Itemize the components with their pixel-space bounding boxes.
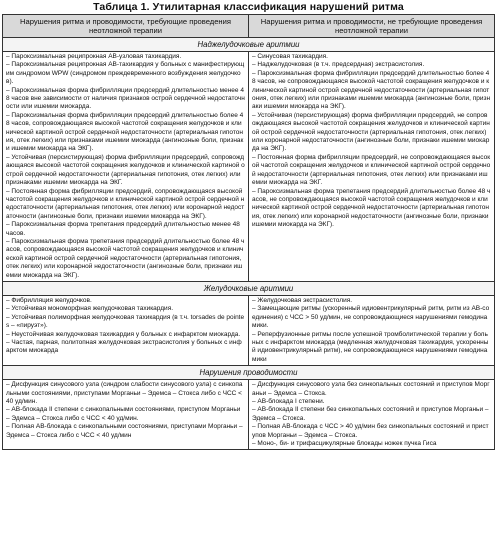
list-item: – АВ-блокада II степени с синкопальными состояниями, приступом Морганьи – Эдемса – Стокса либо с ЧСС < 40 уд/мин. — [6, 406, 241, 422]
list-item: – Полная АВ-блокада с синкопальными состояниями, приступами Морганьи – Эдемса – Стокса либо с ЧСС < 40 уд/мин — [6, 423, 243, 439]
list-item: – Синусовая тахикардия. — [252, 53, 328, 60]
cell-left — [3, 380, 249, 450]
list-item: – Пароксизмальная реципрокная АВ-тахикардия у больных с манифестирующим синдромом WPW (синдромом преждевременного возбуждения желудочков). — [6, 61, 245, 86]
list-item: – Пароксизмальная форма трепетания предсердий длительностью более 48 часов, не сопровождающаяся высокой частотой сокращения желудочков и клинической картиной острой сердечной недостаточности (артериальная гипотония, отек легких) или коронарной недостаточности (ангинозные боли, признаки ишемии миокарда на ЭКГ). — [252, 187, 491, 229]
list-item: – Желудочковая экстрасистолия. — [252, 296, 353, 304]
list-item: – Фибрилляция желудочков. — [6, 296, 92, 304]
table-title: Таблица 1. Утилитарная классификация нарушений ритма — [93, 1, 404, 13]
list-item: – Моно-, би- и трифасцикулярные блокады ножек пучка Гиса — [252, 440, 437, 448]
list-item: – Устойчивая полиморфная желудочковая тахикардия (в т.ч. torsades de pointes – «пируэт»). — [6, 313, 245, 330]
classification-table — [2, 14, 495, 450]
section-heading: Наджелудочковые аритмии — [3, 38, 495, 52]
section-heading-row — [3, 366, 495, 380]
cell-right — [249, 380, 495, 450]
list-item: – Замещающие ритмы (ускоренный идиовентрикулярный ритм, ритм из АВ-соединения) с ЧСС > 50 уд/мин, не сопровождающиеся нарушениями гемодинамики. — [252, 305, 490, 330]
list-item: – АВ-блокада II степени без синкопальных состояний и приступов Морганьи – Эдемса – Стокса. — [252, 406, 489, 422]
list-item: – Полная АВ-блокада с ЧСС > 40 уд/мин без синкопальных состояний и приступов Морганьи – Эдемса – Стокса. — [252, 423, 489, 439]
list-item: – Пароксизмальная форма трепетания предсердий длительностью более 48 часов, сопровождающаяся высокой частотой сокращения желудочков и клинической картиной острой сердечной недостаточности (артериальная гипотония, отек легких) или коронарной недостаточности (ангинозные боли, признаки ишемии миокарда на ЭКГ). — [6, 237, 245, 279]
list-item: – Неустойчивая желудочковая тахикардия у больных с инфарктом миокарда. — [6, 330, 241, 338]
header-row — [3, 15, 495, 38]
list-item: – Устойчивая (персистирующая) форма фибрилляции предсердий, не сопровождающаяся высокой частотой сокращения желудочков и клинической картиной острой сердечной недостаточности (артериальная гипотония, отек легких) или коронарной недостаточности (ангинозные боли, признаки ишемии миокарда на ЭКГ). — [252, 111, 490, 153]
list-item: – Пароксизмальная форма фибрилляции предсердий длительностью более 48 часов, не сопровождающаяся высокой частотой сокращения желудочков и клинической картиной острой сердечной недостаточности (артериальная гипотония, отек легких) или признаками ишемии миокарда (ангинозные боли, признаки ишемии миокарда на ЭКГ). — [252, 69, 491, 111]
list-item: – Пароксизмальная реципрокная АВ-узловая тахикардия. — [6, 53, 182, 60]
section-heading-row — [3, 281, 495, 295]
cell-right — [249, 52, 495, 282]
list-item: – Дисфункция синусового узла (синдром слабости синусового узла) с синкопальными состояниями, приступами Морганьи – Эдемса – Стокса либо с ЧСС < 40 уд/мин. — [6, 381, 243, 406]
section-content-row — [3, 52, 495, 282]
list-item: – Дисфункция синусового узла без синкопальных состояний и приступов Морганьи – Эдемса – Стокса. — [252, 381, 490, 397]
cell-left — [3, 295, 249, 365]
list-item: – Постоянная форма фибрилляции предсердий, не сопровождающаяся высокой частотой сокращения желудочков и клинической картиной острой сердечной недостаточности (артериальная гипотония, отек легких) или признаками ишемии миокарда на ЭКГ. — [252, 153, 491, 187]
list-item: – Пароксизмальная форма фибрилляции предсердий длительностью более 48 часов, сопровождающаяся высокой частотой сокращения желудочков и клинической картиной острой сердечной недостаточности (артериальная гипотония, отек легких) или признаками ишемии миокарда (ангинозные боли, признаки ишемии миокарда на ЭКГ). — [6, 111, 244, 153]
list-item: – Постоянная форма фибрилляции предсердий, сопровождающаяся высокой частотой сокращения желудочков и клинической картиной острой сердечной недостаточности (артериальная гипотония, отек легких) или коронарной недостаточности (ангинозные боли, признаки ишемии миокарда на ЭКГ). — [6, 187, 245, 220]
section-heading: Нарушения проводимости — [3, 366, 495, 380]
list-item: – Устойчивая мономорфная желудочковая тахикардия. — [6, 305, 174, 313]
list-item: – Наджелудочковая (в т.ч. предсердная) экстрасистолия. — [252, 61, 425, 69]
list-item: – АВ-блокада I степени. — [252, 398, 325, 406]
cell-left — [3, 52, 249, 282]
list-item: – Устойчивая (персистирующая) форма фибрилляции предсердий, сопровождающаяся высокой частотой сокращения желудочков и клинической картиной острой сердечной недостаточности (артериальная гипотония, отек легких) или признаками ишемии миокарда на ЭКГ. — [6, 153, 245, 187]
section-content-row — [3, 380, 495, 450]
section-heading: Желудочковые аритмии — [3, 281, 495, 295]
section-heading-row — [3, 38, 495, 52]
list-item: – Пароксизмальная форма фибрилляции предсердий длительностью менее 48 часов вне зависимости от наличия признаков острой сердечной недостаточности или ишемии миокарда. — [6, 86, 245, 111]
list-item: – Пароксизмальная форма трепетания предсердий длительностью менее 48 часов. — [6, 221, 240, 237]
header-left: Нарушения ритма и проводимости, требующие проведения неотложной терапии — [3, 15, 249, 38]
list-item: – Реперфузионные ритмы после успешной тромболитической терапии у больных с инфарктом миокарда (медленная желудочковая тахикардия, ускоренный идиовентрикулярный ритм), не сопровождающиеся нарушениями гемодинамики — [252, 330, 489, 363]
list-item: – Частая, парная, политопная желудочковая экстрасистолия у больных с инфарктом миокарда — [6, 339, 242, 355]
table-body — [3, 38, 495, 450]
cell-right — [249, 295, 495, 365]
section-content-row — [3, 295, 495, 365]
header-right: Нарушения ритма и проводимости, не требующие проведения неотложной терапии — [249, 15, 495, 38]
